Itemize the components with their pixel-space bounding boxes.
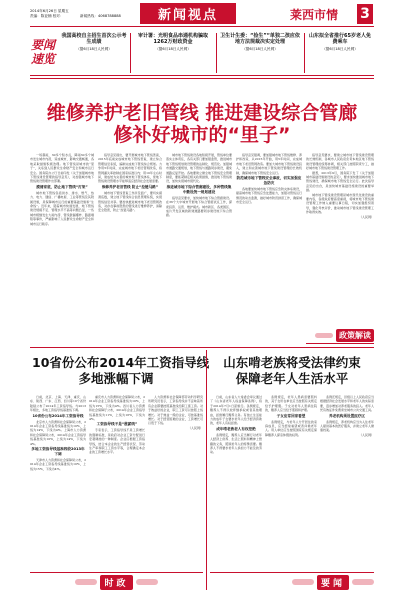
lead-paragraph: 城市地下管线普查工作涉及面广，要切实摸清底数，建立地下管线综合信息管理系统，实现管线信息共享。要加快推进城市地下老旧管网改造，对存在事故隐患的管线进行维修养护，消除安全隐患，防止“拉链马路”。 bbox=[98, 190, 162, 213]
bottom-divider bbox=[206, 350, 207, 590]
elderly-paragraph: 条例还规定，县级以上人民政府应当根据经济社会发展水平和老年人的实际需要，逐步增加对养老服务的投入。老年人凭有效证件免费乘坐城市公共交通工具。 bbox=[320, 395, 374, 413]
briefs-label-text: 要闻速览 bbox=[30, 38, 55, 66]
masthead-date: 2014年6月26日 星期五 bbox=[30, 9, 69, 13]
elderly-column-1 bbox=[210, 395, 262, 567]
brief-title: 山东拟全省推行65岁老人免费乘车 bbox=[309, 33, 371, 46]
lead-paragraph: 指导意见提出，要开展城市地下管线普查，2015年底前完成城市地下管线普查，建立综合管理信息系统，编制完成地下管线综合规划。力争用5年时间，完成城市地下老旧管网改造，将管网漏失率控制在国家标准以内；用10年左右时间，建成较为完善的城市地下管线体系，使地下管线建设管理水平能够适应经济社会发展需要。 bbox=[98, 153, 162, 184]
lead-headline-line2: 修补好城市的“里子” bbox=[113, 124, 291, 146]
paper-name: 莱西市情 bbox=[290, 8, 339, 22]
lead-paragraph: 指导意见要求，要建立城市地下管线建设管理的长效机制，各城市人民政府负责本地区地下管线建设管理的统筹协调，相关部门按照职责分工，做好城市地下管线建设管理工作。 bbox=[306, 153, 374, 171]
elderly-signature: （人民网） bbox=[358, 432, 374, 437]
masthead-editor: 责编：陈亚楠 校对： bbox=[30, 14, 64, 18]
wage-column-1 bbox=[30, 395, 86, 567]
wage-headline-line2: 多地涨幅下调 bbox=[78, 371, 154, 386]
lead-headline-line1: 维修养护老旧管线 推进建设综合管廊 bbox=[46, 102, 358, 124]
wage-headline-line1: 10省份公布2014年工资指导线 bbox=[32, 355, 210, 370]
lead-paragraph: 指导意见强调，要加强城市地下管线维修、养护和改造，从2015年开始，用5年时间，完成城市地下老旧管网改造。要加大城市地下管线建设投入，建立和完善城市地下管线建设管理的长效机制，确保城市地下管线安全运行。 bbox=[236, 153, 302, 175]
elderly-subhead: 子女应常回家看望 bbox=[276, 413, 306, 418]
brief-divider bbox=[130, 33, 131, 73]
brief-title: 卫生计生委：“捡生”“单独二孩应依地方法规裁决实定处理 bbox=[220, 33, 300, 46]
wage-column-3 bbox=[148, 395, 203, 567]
brief-item-3[interactable] bbox=[219, 33, 301, 73]
shizheng-label-text: 时政 bbox=[100, 575, 132, 590]
elderly-paragraph: 条例规定，赡养人应当履行对老年人经济上供养、生活上照料和精神上慰藉的义务，照顾老年人的特殊需要。赡养人不得要求老年人承担力不能及的劳动。 bbox=[210, 432, 262, 455]
elderly-paragraph: 条例规定，老年人患病需要照料的，其子女所在单位应当按照有关规定给予护理假。子女对老年人患病住院的，赡养人应当给予照顾和护理。 bbox=[265, 395, 317, 413]
lead-column-3 bbox=[166, 153, 232, 340]
brief-divider bbox=[216, 33, 217, 73]
wage-paragraph: 日前，北京、上海、天津、重庆、山东、陕西、广东、江西、四川等10个省份陆续公布了2014年工资指导线。与2013年相比，多地工资指导线基准线下调。 bbox=[30, 395, 86, 413]
elderly-subhead: 养老机构须设置医疗区 bbox=[329, 413, 365, 418]
section-title-text: 新闻视点 bbox=[157, 8, 218, 23]
wage-subhead: 10省份公布2014年工资指导线 bbox=[32, 413, 84, 418]
elderly-headline-line1: 山东啃老族将受法律约束 bbox=[223, 355, 361, 370]
lead-paragraph: 一场暴雨，30多个积水点，降雨30多个城市发生城市内涝，造成城市，影响交通畅通，各地采取措施积极治理。地下管线是城市的“里子”，关系到人民群众生命财产安全和城市运行安全。国务院办公厅日前印发《关于加强城市地下管线建设管理的指导意见》，对加强城市地下管线建设管理作出部署。 bbox=[30, 153, 94, 184]
section-title bbox=[140, 3, 236, 24]
lead-paragraph: 据悉，2013年9月，国务院下发了《关于加强城市基础设施建设的意见》，要求加快推进城市地下管线建设，确保城市地下管线安全运行。此次指导意见的出台，是加快城市基础设施建设的重要举措。 bbox=[306, 170, 374, 193]
brief-date: （据6月18日人民网） bbox=[155, 46, 191, 51]
lead-column-4 bbox=[236, 153, 302, 340]
wage-paragraph: 人力资源和社会保障部劳动科学研究所研究员表示，工资指导线并不意味着所有企业都要按照基准线给职工涨工资。对于效益好的企业，职工工资可以按照上线增长。对于效益一般的企业，可按基准线增长。对于经营困难的企业，工资增长可以低于下线。 bbox=[148, 395, 203, 426]
brief-date: （据6月18日人民网） bbox=[76, 46, 112, 51]
lead-subhead: 摸清家底，防止地下管线“打架” bbox=[36, 184, 88, 189]
lead-paragraph: 城市地下管线建设各地积极开展，管线单位要落实主体责任，各有关部门要加强监管，推进城市地下管线规划建设管理的法制化、规范化。加强城市道路交通规划，地下管线与道路同步建设，避免道路反复开挖。各地要建立健全地下管线安全管理制度，要抓紧制定相关政策措施，推进地下管线建设，加快实现城市现代化。 bbox=[166, 153, 232, 184]
wage-subhead: 工资指导线不是“涨薪线” bbox=[96, 422, 138, 427]
elderly-headline-line2: 保障老年人生活水平 bbox=[235, 371, 349, 386]
lead-paragraph: 各地要加快城市地下管线应急防灾体系建设，提高城市地下管线应急处置能力，加强对管线运行情况的动态监测，做好城市防汛排涝工作，确保城市安全运行。 bbox=[236, 187, 302, 205]
masthead-hotline: 新闻热线：4068788888 bbox=[80, 14, 121, 18]
wage-paragraph: 重庆市人力资源和社会保障局公布，2014年企业工资指导线基准线为10%，上线为15%，下线为4%。四川省人力资源和社会保障厅公布，2014年企业工资指导线基准线为11%，上线为16%，下线为4%。 bbox=[89, 395, 145, 422]
label-swoosh bbox=[75, 579, 97, 585]
briefs-rule-2 bbox=[30, 78, 374, 79]
shizheng-label bbox=[30, 572, 203, 591]
elderly-subhead: 成年啃老族老人有权拒绝 bbox=[216, 426, 256, 431]
brief-title: 审计署：光明食品串通机构骗取1262万财政资金 bbox=[137, 33, 208, 46]
lead-subhead: 维修养护老旧管线 防止“拉链马路” bbox=[101, 184, 159, 189]
lead-paragraph: 指导意见要求，加快城市地下综合管廊建设。在36个大中城市开展地下综合管廊试点工作，探索投资、运营、维护模式。城市新区、各类园区、成片开发区域的新建道路要同步建设地下综合管廊。 bbox=[166, 195, 232, 218]
elderly-paragraph: 条例规定，养老机构应当为入住老年人提供基本的医疗服务，并建立老年人健康档案。 bbox=[320, 419, 374, 433]
page-number-badge bbox=[357, 4, 373, 24]
brief-date: （据6月18日人民网） bbox=[322, 46, 358, 51]
lead-column-2 bbox=[98, 153, 162, 340]
wage-signature: （人民网） bbox=[187, 425, 203, 430]
wage-subhead: 多地工资指导线基准线较2013年下调 bbox=[31, 447, 85, 457]
brief-divider bbox=[304, 33, 305, 73]
wage-paragraph: 天津市人力资源和社会保障局公布，2014年企业工资指导线基准线为10%，上线为15%，下线为4%。 bbox=[30, 458, 86, 471]
briefs-label bbox=[30, 38, 56, 66]
label-swoosh bbox=[136, 579, 158, 585]
yaowen-label bbox=[210, 572, 374, 591]
wage-column-2 bbox=[89, 395, 145, 567]
policy-label-text: 政策解读 bbox=[336, 329, 374, 342]
brief-title: 我国高校自主招生首次公示考生成绩 bbox=[61, 33, 127, 46]
lead-subhead: 防范城市地下管线安全事故，切实加强应急防灾 bbox=[236, 176, 302, 186]
masthead-rule bbox=[30, 26, 374, 27]
page-number: 3 bbox=[360, 6, 370, 22]
lead-paragraph: 城市地下管线包括供水、排水、燃气、热力、电力、通信、广播电视、工业等管线及其附属设施，是保障城市运行的重要基础设施和“生命线”。近年来，随着城市快速发展，地下管线建设规模不足、管理水平不高等问题凸显，一些城市相继发生大雨内涝、管线泄漏爆炸、路面塌陷等事件，严重影响了人民群众生命财产安全和城市运行秩序。 bbox=[30, 190, 94, 226]
label-swoosh bbox=[352, 579, 374, 585]
briefs-rule bbox=[30, 75, 374, 76]
yaowen-label-text: 要闻 bbox=[317, 575, 349, 590]
brief-item-1[interactable] bbox=[60, 33, 128, 73]
policy-label-swoosh bbox=[315, 333, 333, 338]
elderly-column-3 bbox=[320, 395, 374, 567]
lead-column-1 bbox=[30, 153, 94, 340]
brief-item-2[interactable] bbox=[133, 33, 213, 73]
policy-label bbox=[306, 328, 374, 344]
wage-paragraph: 北京市人力资源和社会保障局公布，2014年企业工资指导线基准线为10%，上线为14%，下线为4%。上海市人力资源和社会保障局公布，2014年企业工资指导线基准线为10%，上线为14%，下线为4%。 bbox=[30, 419, 86, 446]
lead-column-5 bbox=[306, 153, 374, 305]
lead-subhead: 推进城市地下综合管廊建设，多种管线集中敷设统一规划建设 bbox=[166, 184, 232, 194]
brief-date: （据6月18日人民网） bbox=[242, 46, 278, 51]
lead-paragraph: 城市地下管线建设管理是城市现代化建设的重要内容，各级政府要高度重视，将城市地下管线建设管理工作纳入重要议事日程，切实加强组织领导，强化考核评价，推动城市地下管线建设管理工作取得实效。 bbox=[306, 192, 374, 215]
section-rule bbox=[30, 347, 374, 348]
elderly-column-2 bbox=[265, 395, 317, 567]
lead-signature: （人民网） bbox=[358, 214, 374, 219]
label-swoosh bbox=[292, 579, 314, 585]
elderly-paragraph: 日前，山东省人大常委会审议通过了《山东省老年人权益保障条例》，将于2014年7月1日起施行。条例规定，赡养人不得以放弃继承权或者其他理由，拒绝履行赡养义务。有独立生活能力的成年子女要求老年人给予经济资助的，老年人有权拒绝。 bbox=[210, 395, 262, 426]
elderly-paragraph: 条例规定，与老年人分开居住的家庭成员，应当经常看望或者问候老年人。用人单位应当按照国家有关规定保障赡养人探亲休假的权利。 bbox=[265, 419, 317, 437]
wage-paragraph: 专家表示，工资指导线不是工资增长的强制标准，是政府对企业工资分配进行宏观调控的一种制度。企业应根据工资指导线，结合本企业的生产经营状况、劳动生产率和职工工资水平等，合理确定本企业的工资增长水平。 bbox=[89, 428, 145, 455]
brief-item-4[interactable] bbox=[307, 33, 373, 73]
